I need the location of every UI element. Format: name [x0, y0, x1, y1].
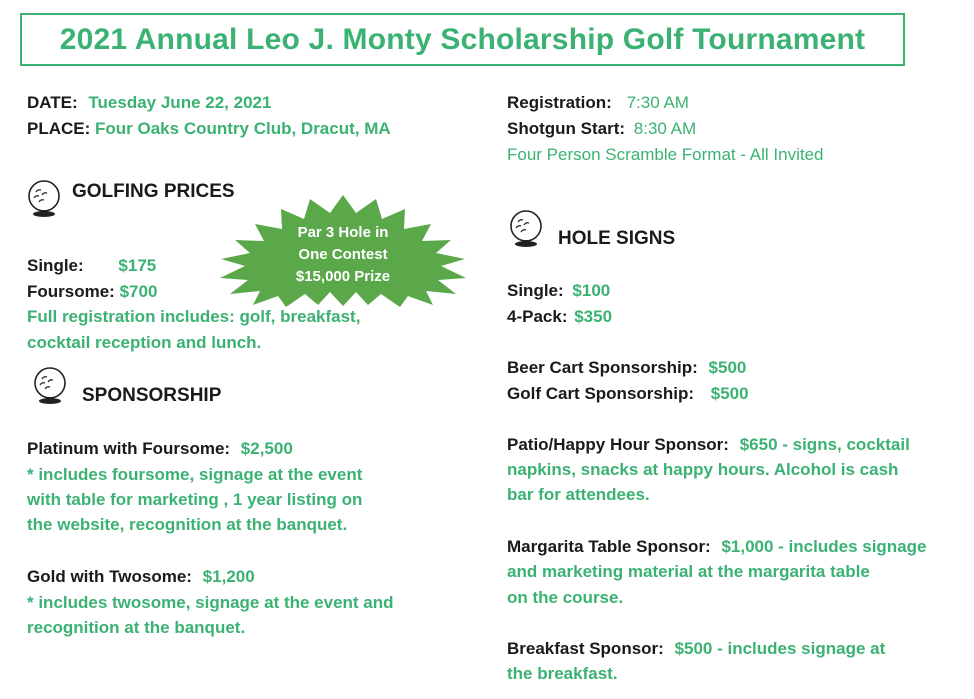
includes-line-1: Full registration includes: golf, breakfast, [27, 307, 361, 326]
format-line: Four Person Scramble Format - All Invited [507, 145, 824, 164]
platinum-label: Platinum with Foursome: [27, 439, 231, 458]
price-single-label: Single: [27, 256, 84, 275]
golf-ball-icon [506, 208, 546, 250]
breakfast-label: Breakfast Sponsor: [507, 639, 664, 658]
price-foursome-value: $700 [119, 282, 158, 301]
shotgun-line [507, 116, 696, 142]
registration-label: Registration: [507, 93, 612, 112]
contest-line-2: One Contest [298, 246, 388, 263]
gold-value: $1,200 [202, 567, 255, 586]
beer-cart-label: Beer Cart Sponsorship: [507, 358, 698, 377]
margarita-line [507, 534, 926, 560]
hole-signs-heading: HOLE SIGNS [558, 228, 676, 249]
margarita-value-1: $1,000 - includes signage [721, 537, 927, 556]
contest-line-3: $15,000 Prize [295, 268, 391, 285]
platinum-line [27, 436, 293, 462]
platinum-value: $2,500 [240, 439, 293, 458]
golf-cart-line [507, 381, 749, 407]
page-title: 2021 Annual Leo J. Monty Scholarship Golf Tournament [59, 22, 866, 56]
breakfast-value-1: $500 - includes signage at [674, 639, 886, 658]
sign-pack-value: $350 [574, 307, 613, 326]
contest-line-1: Par 3 Hole in [297, 224, 389, 241]
title-box [20, 13, 905, 66]
patio-line [507, 432, 910, 458]
patio-value-3: bar for attendees. [507, 485, 650, 504]
sign-single-label: Single: [507, 281, 564, 300]
platinum-desc-2: with table for marketing , 1 year listing on [27, 490, 363, 509]
margarita-label: Margarita Table Sponsor: [507, 537, 711, 556]
gold-desc-1: * includes twosome, signage at the event and [27, 593, 394, 612]
shotgun-label: Shotgun Start: [507, 119, 626, 138]
patio-label: Patio/Happy Hour Sponsor: [507, 435, 729, 454]
margarita-value-3: on the course. [507, 588, 624, 607]
sign-single-line [507, 278, 610, 304]
price-foursome-label: Foursome: [27, 282, 115, 301]
place-value: Four Oaks Country Club, Dracut, MA [95, 119, 391, 138]
date-value: Tuesday June 22, 2021 [88, 93, 272, 112]
beer-cart-value: $500 [708, 358, 747, 377]
price-single-value: $175 [118, 256, 157, 275]
registration-value: 7:30 AM [626, 93, 689, 112]
platinum-desc-1: * includes foursome, signage at the event [27, 465, 363, 484]
shotgun-value: 8:30 AM [633, 119, 697, 138]
date-line [27, 90, 271, 116]
golf-cart-value: $500 [710, 384, 749, 403]
registration-line [507, 90, 689, 116]
platinum-desc-3: the website, recognition at the banquet. [27, 515, 348, 534]
golf-ball-icon [24, 178, 64, 220]
golf-ball-icon [30, 365, 70, 407]
sign-single-value: $100 [572, 281, 611, 300]
date-label: DATE: [27, 93, 78, 112]
price-foursome-line [27, 279, 157, 305]
sponsorship-heading: SPONSORSHIP [82, 385, 222, 406]
sign-pack-line [507, 304, 612, 330]
sign-pack-label: 4-Pack: [507, 307, 568, 326]
gold-line [27, 564, 255, 590]
breakfast-value-2: the breakfast. [507, 664, 618, 683]
golf-cart-label: Golf Cart Sponsorship: [507, 384, 694, 403]
margarita-value-2: and marketing material at the margarita table [507, 562, 870, 581]
breakfast-line [507, 636, 885, 662]
contest-starburst [203, 193, 483, 308]
place-line [27, 116, 391, 142]
beer-cart-line [507, 355, 746, 381]
gold-label: Gold with Twosome: [27, 567, 192, 586]
includes-line-2: cocktail reception and lunch. [27, 333, 262, 352]
place-label: PLACE: [27, 119, 91, 138]
patio-value-2: napkins, snacks at happy hours. Alcohol is cash [507, 460, 899, 479]
price-single-line [27, 253, 156, 279]
golfing-prices-heading: GOLFING PRICES [72, 181, 235, 202]
gold-desc-2: recognition at the banquet. [27, 618, 246, 637]
patio-value-1: $650 - signs, cocktail [739, 435, 910, 454]
